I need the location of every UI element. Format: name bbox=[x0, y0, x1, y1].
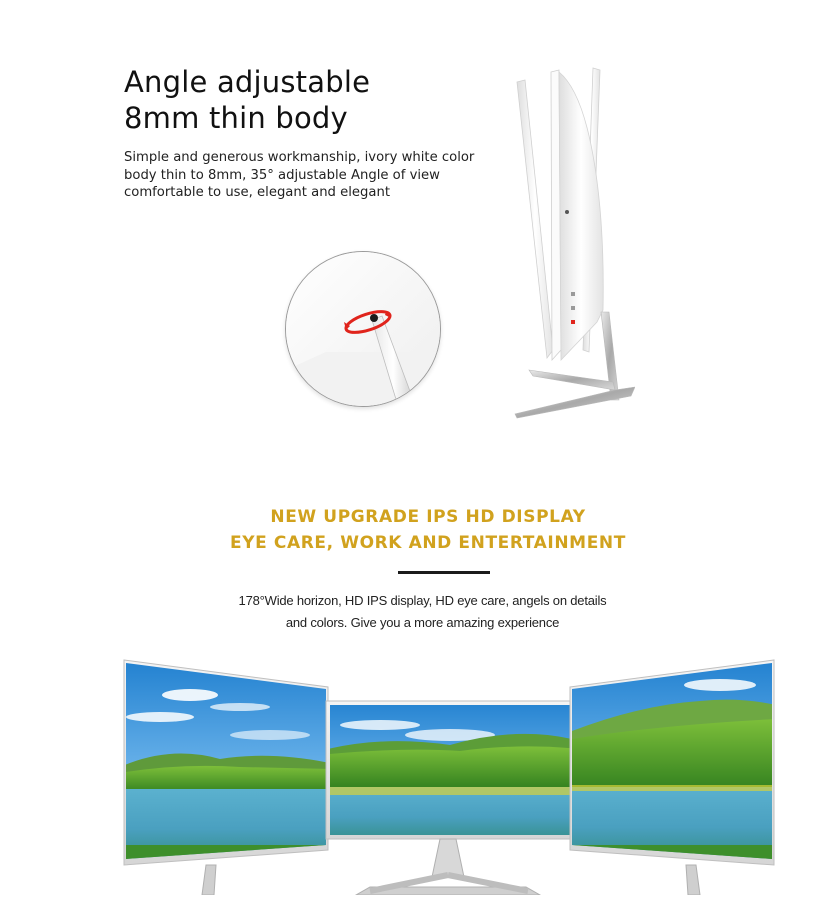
display-description bbox=[0, 590, 840, 634]
side-view-monitor-illustration bbox=[505, 60, 635, 425]
display-desc-line-1: 178°Wide horizon, HD IPS display, HD eye care, angels on details bbox=[238, 593, 607, 608]
display-title-line-1: NEW UPGRADE IPS HD DISPLAY bbox=[270, 507, 586, 527]
display-desc-line-2: and colors. Give you a more amazing experience bbox=[285, 615, 560, 630]
hero-title-line-2: 8mm thin body bbox=[124, 101, 348, 135]
hero-description bbox=[124, 149, 504, 202]
hero-title bbox=[124, 64, 370, 136]
adjustment-knob-illustration bbox=[286, 252, 440, 406]
hero-title-line-1: Angle adjustable bbox=[124, 65, 371, 99]
right-screen-image bbox=[568, 655, 778, 867]
center-screen-image bbox=[320, 695, 580, 847]
section-divider bbox=[398, 571, 490, 574]
display-title-line-2: EYE CARE, WORK AND ENTERTAINMENT bbox=[230, 533, 626, 553]
left-screen-image bbox=[120, 655, 330, 869]
triple-monitor-landscape-illustration bbox=[120, 655, 778, 895]
knob-icon bbox=[370, 314, 378, 322]
hero-desc-line-2: body thin to 8mm, 35° adjustable Angle of view bbox=[124, 167, 440, 183]
hero-desc-line-1: Simple and generous workmanship, ivory white color bbox=[124, 150, 475, 165]
hero-desc-line-3: comfortable to use, elegant and elegant bbox=[124, 185, 390, 201]
zoom-detail-circle bbox=[285, 251, 441, 407]
